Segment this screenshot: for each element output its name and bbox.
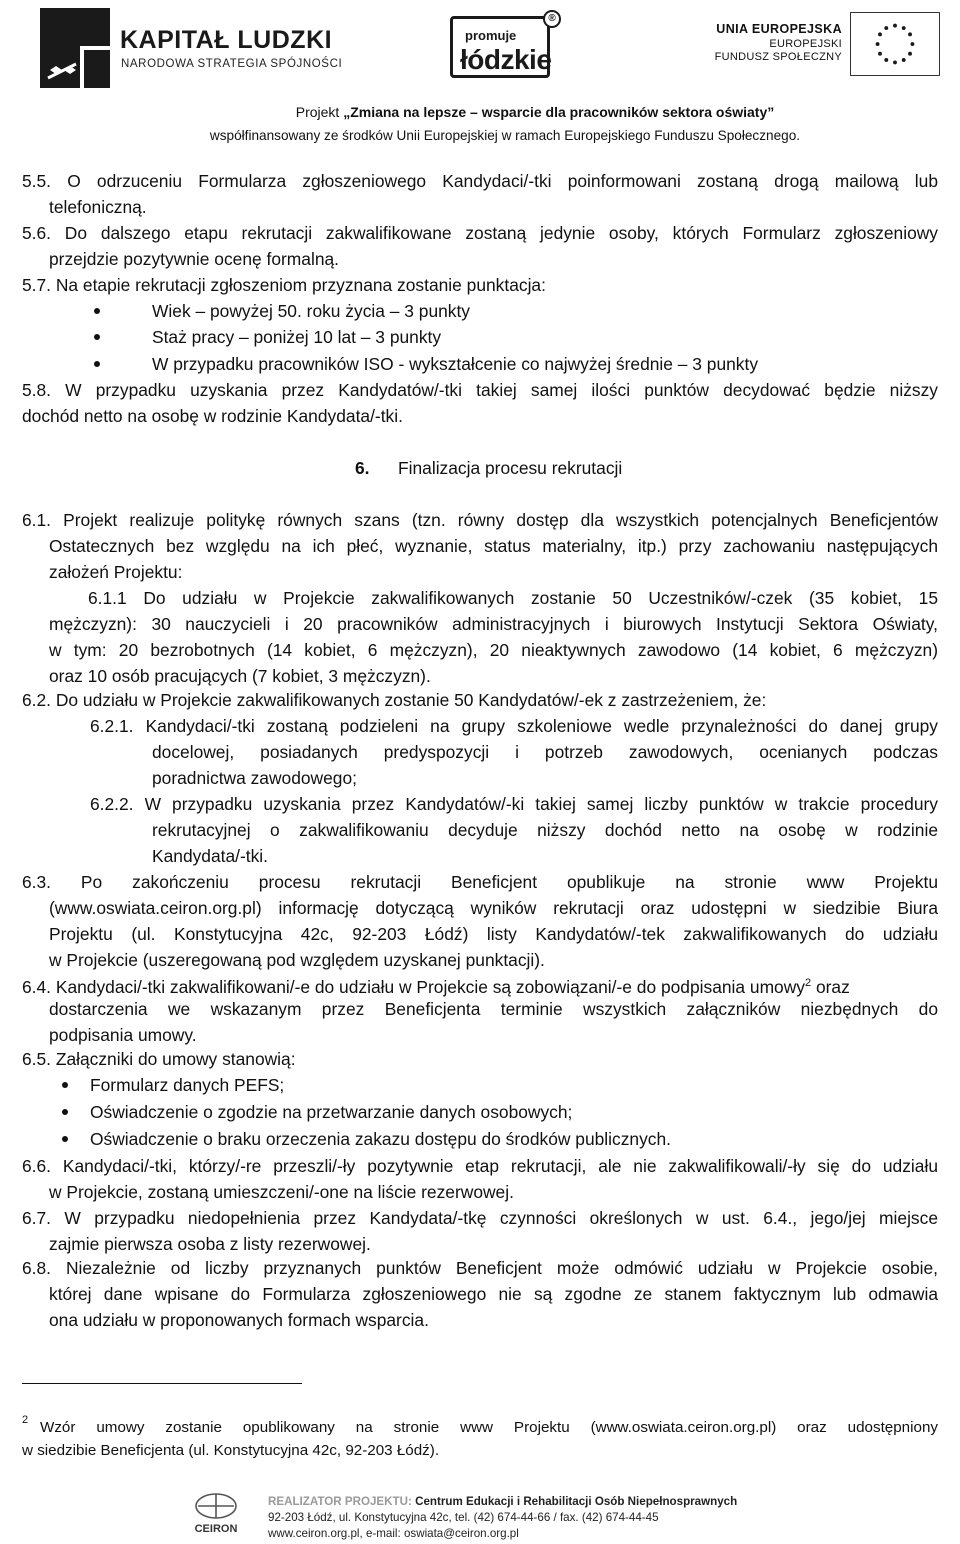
- ceiron-logo-icon: [176, 1490, 256, 1536]
- kapital-ludzki-emblem-icon: [40, 8, 110, 88]
- paragraph-6-1-line-3: założeń Projektu:: [49, 562, 183, 582]
- paragraph-6-3-line-1: 6.3. Po zakończeniu procesu rekrutacji Beneficjent opublikuje na stronie www Projektu: [22, 872, 938, 892]
- realizator-name: Centrum Edukacji i Rehabilitacji Osób Niepełnosprawnych: [411, 1495, 738, 1508]
- kapital-ludzki-logo: [40, 8, 343, 90]
- project-title: „Zmiana na lepsze – wsparcie dla pracowników sektora oświaty”: [343, 104, 775, 120]
- attachment-item-consent: Oświadczenie o zgodzie na przetwarzanie danych osobowych;: [90, 1102, 573, 1122]
- eu-line-3: FUNDUSZ SPOŁECZNY: [714, 51, 842, 63]
- paragraph-5-6-line-1: 5.6. Do dalszego etapu rekrutacji zakwalifikowane zostaną jedynie osoby, których Formularz zgłoszeniowy: [22, 223, 938, 243]
- bullet-dot-icon: [62, 1082, 68, 1088]
- kapital-ludzki-subtitle: NARODOWA STRATEGIA SPÓJNOŚCI: [121, 58, 343, 70]
- paragraph-6-1-1-line-3: w tym: 20 bezrobotnych (14 kobiet, 6 mężczyzn), 20 nieaktywnych zawodowo (14 kobiet, 6 mężczyzn): [49, 640, 938, 660]
- paragraph-6-4-line-2: dostarczenia we wskazanym przez Beneficjenta terminie wszystkich załączników niezbędnych do: [49, 999, 938, 1019]
- paragraph-6-3-line-2: (www.oswiata.ceiron.org.pl) informację dotyczącą wyników rekrutacji oraz udostępni w siedzibie Biura: [49, 898, 938, 918]
- paragraph-6-2: 6.2. Do udziału w Projekcie zakwalifikowanych zostanie 50 Kandydatów/-ek z zastrzeżeniem, że:: [22, 690, 767, 710]
- paragraph-6-1-line-2: Ostatecznych bez względu na ich płeć, wyznanie, status materialny, itp.) przy zachowaniu następujących: [49, 536, 938, 556]
- footnote-line-2: w siedzibie Beneficjenta (ul. Konstytucyjna 42c, 92-203 Łódź).: [22, 1442, 440, 1459]
- eu-line-1: UNIA EUROPEJSKA: [716, 22, 842, 36]
- lodzkie-small-text: promuje: [465, 28, 517, 43]
- paragraph-6-6-line-1: 6.6. Kandydaci/-tki, którzy/-re przeszli/-ły pozytywnie etap rekrutacji, ale nie zakwalifikowali/-ły się do udziału: [22, 1156, 938, 1176]
- paragraph-6-3-line-3: Projektu (ul. Konstytucyjna 42c, 92-203 Łódź) listy Kandydatów/-tek zakwalifikowanych do udziału: [49, 924, 938, 944]
- bullet-dot-icon: [94, 361, 100, 367]
- footnote-line-1: Wzór umowy zostanie opublikowany na stronie www Projektu (www.oswiata.ceiron.org.pl) oraz udostępniony: [40, 1419, 938, 1436]
- footnote-separator: [22, 1383, 302, 1384]
- paragraph-6-2-2-line-2: rekrutacyjnej o zakwalifikowaniu decyduje niższy dochód netto na osobę w rodzinie: [152, 820, 938, 840]
- paragraph-6-2-1-line-2: docelowej, posiadanych predyspozycji i potrzeb zawodowych, ocenianych podczas: [152, 742, 938, 762]
- paragraph-6-4-line-3: podpisania umowy.: [49, 1025, 197, 1045]
- bullet-dot-icon: [62, 1109, 68, 1115]
- logo-header: [0, 0, 960, 104]
- paragraph-6-4-line-1: [22, 972, 938, 998]
- paragraph-5-8-line-1: 5.8. W przypadku uzyskania przez Kandydatów/-tki takiej samej ilości punktów decydować będzie niższy: [22, 380, 938, 400]
- footnote-ref-2[interactable]: 2: [805, 977, 812, 989]
- paragraph-6-7-line-1: 6.7. W przypadku niedopełnienia przez Kandydata/-tkę czynności określonych w ust. 6.4., jego/jej miejsce: [22, 1208, 938, 1228]
- paragraph-6-8-line-3: ona udziału w proponowanych formach wsparcia.: [49, 1310, 429, 1330]
- paragraph-5-6-line-2: przejdzie pozytywnie ocenę formalną.: [49, 249, 339, 269]
- project-prefix: Projekt: [295, 104, 344, 120]
- lodzkie-big-text: łódzkie: [460, 44, 552, 75]
- section-6-heading: Finalizacja procesu rekrutacji: [398, 458, 623, 478]
- eu-flag-icon: [850, 12, 940, 76]
- kapital-ludzki-title: KAPITAŁ LUDZKI: [120, 26, 333, 54]
- eu-logo-text: [715, 22, 842, 63]
- footer-realizator-line: [268, 1495, 737, 1508]
- criteria-item-seniority: Staż pracy – poniżej 10 lat – 3 punkty: [152, 327, 442, 347]
- criteria-item-age: Wiek – powyżej 50. roku życia – 3 punkty: [152, 301, 471, 321]
- footnote-number: 2: [22, 1414, 29, 1426]
- paragraph-6-2-2-line-1: 6.2.2. W przypadku uzyskania przez Kandydatów/-ki takiej samej liczby punktów w trakcie procedury: [90, 794, 938, 814]
- paragraph-6-1-1-line-1: 6.1.1 Do udziału w Projekcie zakwalifikowanych zostanie 50 Uczestników/-czek (35 kobiet, 15: [88, 588, 938, 608]
- paragraph-6-3-line-4: w Projekcie (uszeregowaną pod względem uzyskanej punktacji).: [49, 950, 545, 970]
- paragraph-5-5-line-1: 5.5. O odrzuceniu Formularza zgłoszeniowego Kandydaci/-tki poinformowani zostaną drogą mailową lub: [22, 171, 938, 191]
- paragraph-6-1-1-line-4: oraz 10 osób pracujących (7 kobiet, 3 mężczyzn).: [49, 666, 431, 686]
- paragraph-6-1-line-1: 6.1. Projekt realizuje politykę równych szans (tzn. równy dostęp dla wszystkich potencjalnych Beneficjentów: [22, 510, 938, 530]
- paragraph-5-5-line-2: telefoniczną.: [49, 197, 147, 217]
- paragraph-6-1-1-line-2: mężczyzn): 30 nauczycieli i 20 pracowników administracyjnych i biurowych Instytucji Sektora Oświaty,: [49, 614, 938, 634]
- registered-mark-icon: ®: [543, 10, 561, 28]
- section-6-number: 6.: [355, 458, 370, 478]
- cofinance-line: współfinansowany ze środków Unii Europejskiej w ramach Europejskiego Funduszu Społecznego.: [209, 128, 801, 143]
- paragraph-6-8-line-1: 6.8. Niezależnie od liczby przyznanych punktów Beneficjent może odmówić udziału w Projekcie osobie,: [22, 1258, 938, 1278]
- footer-contact: www.ceiron.org.pl, e-mail: oswiata@ceiron.org.pl: [268, 1527, 519, 1540]
- footer-address: 92-203 Łódź, ul. Konstytucyjna 42c, tel. (42) 674-44-66 / fax. (42) 674-44-45: [268, 1511, 659, 1524]
- paragraph-6-2-2-line-3: Kandydata/-tki.: [152, 846, 269, 866]
- realizator-label: REALIZATOR PROJEKTU:: [268, 1495, 412, 1508]
- attachment-item-pefs: Formularz danych PEFS;: [90, 1075, 285, 1095]
- ceiron-logo-text: CEIRON: [194, 1523, 238, 1535]
- lodzkie-frame: [450, 16, 550, 78]
- eu-line-2: EUROPEJSKI: [769, 38, 842, 50]
- bullet-dot-icon: [62, 1136, 68, 1142]
- bullet-dot-icon: [94, 308, 100, 314]
- paragraph-6-6-line-2: w Projekcie, zostaną umieszczeni/-one na liście rezerwowej.: [49, 1182, 514, 1202]
- paragraph-6-2-1-line-3: poradnictwa zawodowego;: [152, 768, 357, 788]
- paragraph-6-5: 6.5. Załączniki do umowy stanowią:: [22, 1049, 296, 1069]
- paragraph-6-4-tail: oraz: [811, 977, 850, 997]
- paragraph-6-4-text: 6.4. Kandydaci/-tki zakwalifikowani/-e do udziału w Projekcie są zobowiązani/-e do podpisania umowy: [22, 977, 805, 997]
- paragraph-6-2-1-line-1: 6.2.1. Kandydaci/-tki zostaną podzieleni na grupy szkoleniowe wedle przynależności do danej grupy: [90, 716, 938, 736]
- paragraph-6-8-line-2: której dane wpisane do Formularza zgłoszeniowego nie są zgodne ze stanem faktycznym lub odmawia: [49, 1284, 938, 1304]
- project-title-line: [0, 104, 960, 120]
- promuje-lodzkie-logo: [450, 10, 560, 78]
- attachment-item-declaration: Oświadczenie o braku orzeczenia zakazu dostępu do środków publicznych.: [90, 1129, 671, 1149]
- paragraph-5-8-line-2: dochód netto na osobę w rodzinie Kandydata/-tki.: [22, 406, 403, 426]
- paragraph-5-7: 5.7. Na etapie rekrutacji zgłoszeniom przyznana zostanie punktacja:: [22, 275, 546, 295]
- eu-logo: [700, 12, 940, 82]
- bullet-dot-icon: [94, 334, 100, 340]
- criteria-item-education: W przypadku pracowników ISO - wykształcenie co najwyżej średnie – 3 punkty: [152, 354, 759, 374]
- paragraph-6-7-line-2: zajmie pierwsza osoba z listy rezerwowej.: [49, 1234, 371, 1254]
